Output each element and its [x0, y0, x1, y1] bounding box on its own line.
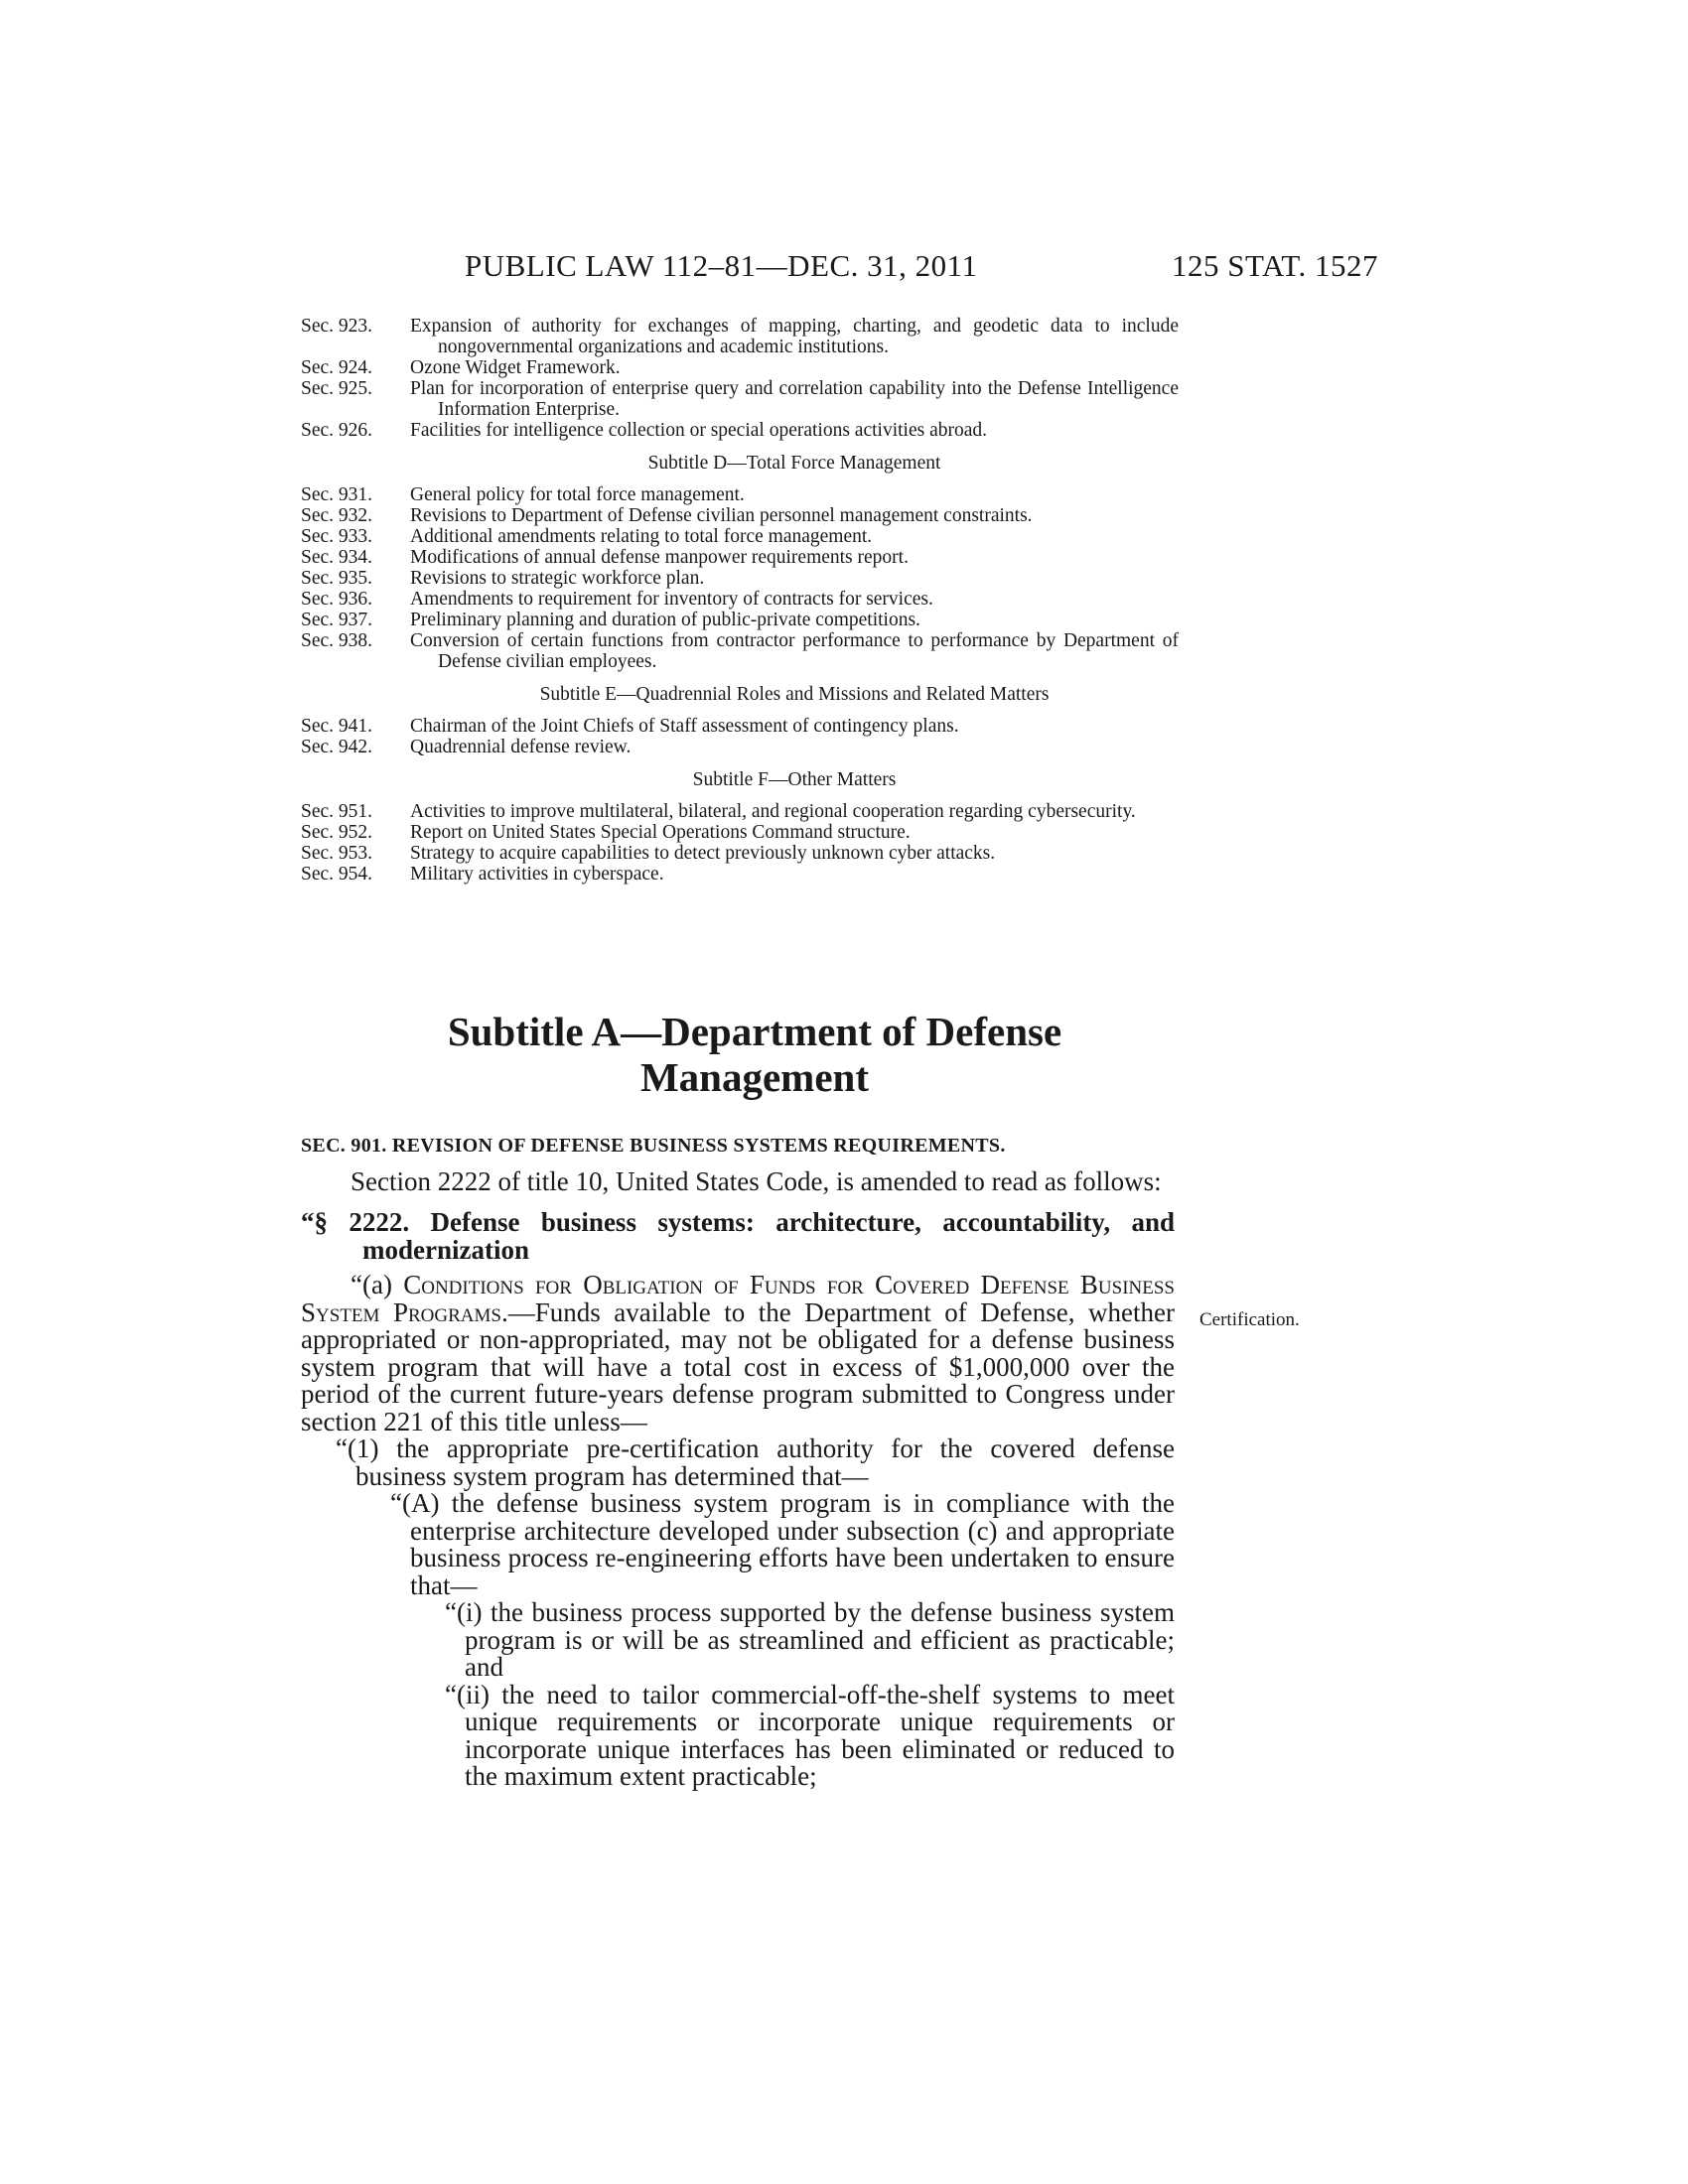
toc-entry-number: Sec. 937. — [301, 610, 373, 630]
toc-entry-number: Sec. 932. — [301, 505, 373, 526]
toc-entry — [301, 484, 1179, 505]
toc-entry-number: Sec. 933. — [301, 526, 373, 547]
margin-note: Certification. — [1199, 1309, 1300, 1330]
clause-ii: “(ii) the need to tailor commercial-off-the-shelf systems to meet unique requirements or incorporate unique requirements or incorporate unique interfaces has been eliminated or reduced to the maximum extent practicable; — [445, 1679, 1175, 1791]
toc-block-e — [301, 716, 1179, 757]
toc-entry-text: General policy for total force management. — [410, 484, 745, 505]
toc-entry-number: Sec. 924. — [301, 357, 373, 378]
toc-entry-text: Plan for incorporation of enterprise query and correlation capability into the Defense Intelligence Information Enterprise. — [410, 378, 1179, 420]
toc-entry-number: Sec. 938. — [301, 630, 373, 651]
toc-entry — [301, 737, 1179, 757]
toc-entry-number: Sec. 925. — [301, 378, 373, 399]
toc-entry-text: Preliminary planning and duration of public-private competitions. — [410, 610, 920, 630]
toc-entry — [301, 630, 1179, 672]
toc-entry-number: Sec. 935. — [301, 568, 373, 589]
toc-entry-text: Revisions to Department of Defense civilian personnel management constraints. — [410, 505, 1033, 526]
toc-entry-number: Sec. 951. — [301, 801, 373, 822]
toc-entry — [301, 547, 1179, 568]
clause-i: “(i) the business process supported by the defense business system program is or will be as streamlined and efficient as practicable; and — [445, 1597, 1175, 1682]
toc-entry-text: Strategy to acquire capabilities to detect previously unknown cyber attacks. — [410, 843, 996, 864]
toc-entry-text: Chairman of the Joint Chiefs of Staff assessment of contingency plans. — [410, 716, 959, 737]
subtitle-a-line1: Subtitle A—Department of Defense — [447, 1009, 1062, 1054]
subsection-a-caption: Conditions for Obligation of Funds for Covered Defense Business System Programs — [301, 1270, 1175, 1327]
toc-entry — [301, 316, 1179, 357]
toc-entry — [301, 716, 1179, 737]
paragraph-1: “(1) the appropriate pre-certification authority for the covered defense business system program has determined that— — [336, 1433, 1175, 1491]
toc-entry — [301, 378, 1179, 420]
toc-entry-text: Ozone Widget Framework. — [410, 357, 621, 378]
table-of-contents — [301, 316, 1179, 885]
toc-entry — [301, 357, 1179, 378]
toc-entry-number: Sec. 923. — [301, 316, 373, 337]
toc-entry — [301, 589, 1179, 610]
toc-entry — [301, 420, 1179, 441]
toc-entry — [301, 505, 1179, 526]
toc-entry-number: Sec. 941. — [301, 716, 373, 737]
toc-entry-number: Sec. 931. — [301, 484, 373, 505]
subtitle-a-line2: Management — [639, 1054, 869, 1100]
toc-entry-text: Additional amendments relating to total force management. — [410, 526, 873, 547]
toc-entry-text: Activities to improve multilateral, bilateral, and regional cooperation regarding cybersecurity. — [410, 801, 1136, 822]
toc-entry — [301, 526, 1179, 547]
toc-entry-text: Report on United States Special Operations Command structure. — [410, 822, 911, 843]
toc-entry-number: Sec. 926. — [301, 420, 373, 441]
toc-entry-number: Sec. 954. — [301, 864, 373, 885]
subsection-a — [301, 1272, 1175, 1435]
toc-entry-number: Sec. 953. — [301, 843, 373, 864]
toc-block-f — [301, 801, 1179, 885]
section-heading: SEC. 901. REVISION OF DEFENSE BUSINESS SYSTEMS REQUIREMENTS. — [301, 1135, 1006, 1157]
toc-entry — [301, 822, 1179, 843]
subtitle-a-heading — [357, 1009, 1152, 1100]
toc-entry — [301, 801, 1179, 822]
toc-entry-number: Sec. 936. — [301, 589, 373, 610]
section-intro: Section 2222 of title 10, United States Code, is amended to read as follows: — [351, 1165, 1162, 1196]
toc-entry-number: Sec. 942. — [301, 737, 373, 757]
section-901-body — [301, 1133, 1175, 1791]
toc-entry-text: Facilities for intelligence collection or special operations activities abroad. — [410, 420, 988, 441]
toc-block-d — [301, 484, 1179, 672]
toc-entry-text: Amendments to requirement for inventory of contracts for services. — [410, 589, 933, 610]
toc-subtitle-e: Subtitle E—Quadrennial Roles and Missions and Related Matters — [539, 684, 1050, 705]
toc-entry-text: Expansion of authority for exchanges of mapping, charting, and geodetic data to include nongovernmental organizations and academic institutions. — [410, 316, 1179, 357]
code-section-title: “§ 2222. Defense business systems: architecture, accountability, and modernization — [301, 1207, 1175, 1265]
toc-entry — [301, 568, 1179, 589]
toc-entry-text: Conversion of certain functions from contractor performance to performance by Department of Defense civilian employees. — [410, 630, 1179, 672]
running-header-title: PUBLIC LAW 112–81—DEC. 31, 2011 — [465, 248, 978, 283]
toc-entry — [301, 864, 1179, 885]
subsection-a-text: .—Funds available to the Department of Defense, whether appropriated or non-appropriated, may not be obligated for a defense business system program that will have a total cost in excess of $1,000,000 over the period of the current future-years defense program submitted to Congress under section 221 of this title unless— — [301, 1297, 1175, 1436]
subparagraph-a: “(A) the defense business system program is in compliance with the enterprise architecture developed under subsection (c) and appropriate business process re-engineering efforts have been undertaken to ensure that— — [390, 1488, 1175, 1600]
toc-block-c — [301, 316, 1179, 441]
toc-entry-number: Sec. 934. — [301, 547, 373, 568]
toc-entry-text: Military activities in cyberspace. — [410, 864, 664, 885]
toc-entry — [301, 610, 1179, 630]
toc-subtitle-d: Subtitle D—Total Force Management — [647, 453, 941, 474]
toc-subtitle-f: Subtitle F—Other Matters — [692, 769, 897, 790]
subsection-a-lead: “(a) — [351, 1270, 404, 1299]
toc-entry-text: Revisions to strategic workforce plan. — [410, 568, 705, 589]
running-header-stat: 125 STAT. 1527 — [1172, 248, 1379, 283]
toc-entry-text: Quadrennial defense review. — [410, 737, 632, 757]
toc-entry — [301, 843, 1179, 864]
toc-entry-number: Sec. 952. — [301, 822, 373, 843]
toc-entry-text: Modifications of annual defense manpower requirements report. — [410, 547, 909, 568]
